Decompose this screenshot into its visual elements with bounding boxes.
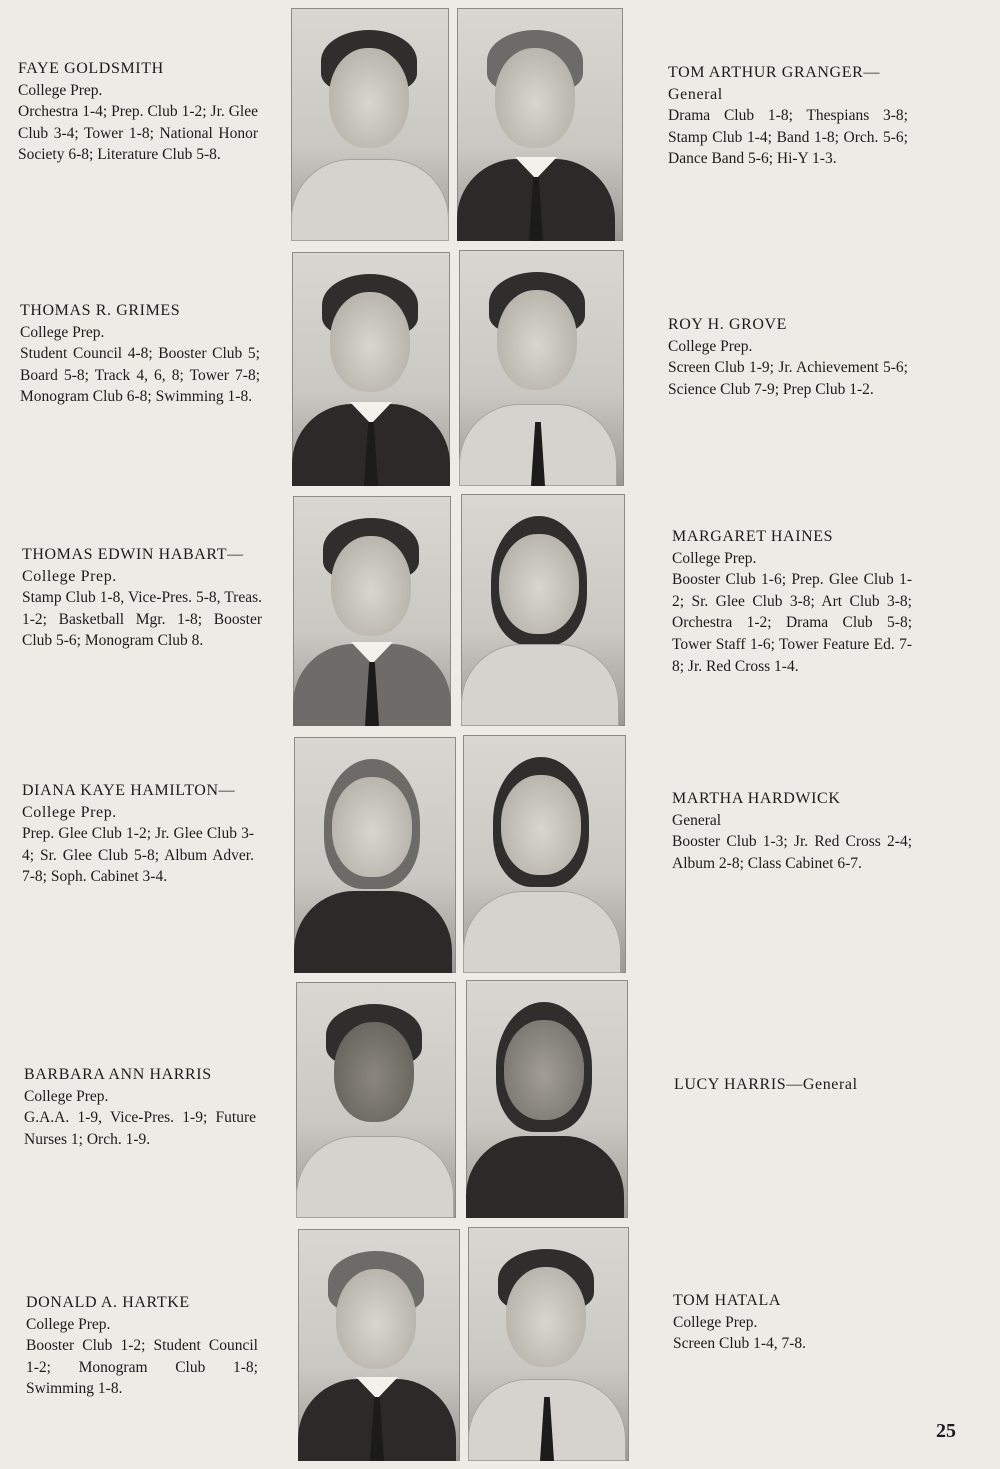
student-course: College Prep. [24, 1087, 109, 1105]
student-course: General [672, 811, 722, 829]
student-name: TOM ARTHUR GRANGER—General [668, 64, 880, 103]
student-photo [466, 980, 628, 1218]
student-name: TOM HATALA [673, 1292, 781, 1309]
student-name: ROY H. GROVE [668, 316, 788, 333]
photo-face [495, 48, 575, 148]
student-activities: Booster Club 1-3; Jr. Red Cross 2-4; Album 2-8; Class Cabinet 6-7. [672, 833, 912, 872]
page-number: 25 [936, 1420, 956, 1442]
student-photo [459, 250, 624, 486]
student-photo [296, 982, 456, 1218]
student-activities: G.A.A. 1-9, Vice-Pres. 1-9; Future Nurses 1; Orch. 1-9. [24, 1109, 256, 1148]
entry-faye-goldsmith [18, 58, 258, 166]
student-photo [293, 496, 451, 726]
photo-shoulders [466, 1136, 624, 1218]
student-course: College Prep. [672, 549, 757, 567]
photo-shoulders [296, 1136, 454, 1218]
entry-tom-arthur-granger [668, 62, 908, 170]
student-activities: Screen Club 1-9; Jr. Achievement 5-6; Science Club 7-9; Prep Club 1-2. [668, 359, 908, 398]
student-photo [468, 1227, 629, 1461]
student-activities: Prep. Glee Club 1-2; Jr. Glee Club 3-4; Sr. Glee Club 5-8; Album Adver. 7-8; Soph. Cabinet 3-4. [22, 825, 254, 886]
student-activities: Orchestra 1-4; Prep. Club 1-2; Jr. Glee Club 3-4; Tower 1-8; National Honor Society 6-8; Literature Club 5-8. [18, 103, 258, 164]
student-name: THOMAS R. GRIMES [20, 302, 181, 319]
photo-shoulders [463, 891, 621, 973]
student-photo [291, 8, 449, 241]
student-activities: Booster Club 1-6; Prep. Glee Club 1-2; Sr. Glee Club 3-8; Art Club 3-8; Orchestra 1-2; Drama Club 5-8; Tower Staff 1-6; Tower Feature Ed. 7-8; Jr. Red Cross 1-4. [672, 571, 912, 675]
student-course: College Prep. [20, 323, 105, 341]
photo-face [332, 777, 412, 877]
student-name: BARBARA ANN HARRIS [24, 1066, 212, 1083]
student-activities: Stamp Club 1-8, Vice-Pres. 5-8, Treas. 1-2; Basketball Mgr. 1-8; Booster Club 5-6; Monogram Club 8. [22, 589, 262, 650]
student-photo [298, 1229, 460, 1461]
student-name: DONALD A. HARTKE [26, 1294, 190, 1311]
student-photo [457, 8, 623, 241]
entry-donald-a-hartke [26, 1292, 258, 1400]
student-name: FAYE GOLDSMITH [18, 60, 164, 77]
student-name: THOMAS EDWIN HABART—College Prep. [22, 546, 244, 585]
student-photo [292, 252, 450, 486]
entry-roy-h-grove [668, 314, 908, 400]
entry-tom-hatala [673, 1290, 913, 1355]
student-activities: Drama Club 1-8; Thespians 3-8; Stamp Club 1-4; Band 1-8; Orch. 5-6; Dance Band 5-6; Hi-Y 1-3. [668, 107, 908, 168]
entry-margaret-haines [672, 526, 912, 677]
photo-face [499, 534, 579, 634]
student-activities: Student Council 4-8; Booster Club 5; Board 5-8; Track 4, 6, 8; Tower 7-8; Monogram Club 6-8; Swimming 1-8. [20, 345, 260, 406]
photo-shoulders [291, 159, 449, 241]
photo-face [334, 1022, 414, 1122]
student-name: LUCY HARRIS—General [674, 1076, 858, 1093]
photo-face [330, 292, 410, 392]
student-course: College Prep. [18, 81, 103, 99]
student-activities: Screen Club 1-4, 7-8. [673, 1335, 807, 1353]
student-photo [294, 737, 456, 973]
photo-face [329, 48, 409, 148]
student-name: MARGARET HAINES [672, 528, 834, 545]
student-name: MARTHA HARDWICK [672, 790, 841, 807]
entry-barbara-ann-harris [24, 1064, 256, 1150]
photo-face [504, 1020, 584, 1120]
entry-diana-kaye-hamilton [22, 780, 254, 888]
photo-face [506, 1267, 586, 1367]
student-course: College Prep. [668, 337, 753, 355]
student-course: College Prep. [26, 1315, 111, 1333]
photo-face [497, 290, 577, 390]
entry-thomas-r-grimes [20, 300, 260, 408]
photo-face [501, 775, 581, 875]
student-photo [461, 494, 625, 726]
photo-shoulders [461, 644, 619, 726]
photo-shoulders [294, 891, 452, 973]
photo-face [331, 536, 411, 636]
student-photo [463, 735, 626, 973]
entry-thomas-edwin-habart [22, 544, 262, 652]
entry-lucy-harris [674, 1074, 914, 1096]
entry-martha-hardwick [672, 788, 912, 874]
student-name: DIANA KAYE HAMILTON—College Prep. [22, 782, 236, 821]
photo-face [336, 1269, 416, 1369]
student-course: College Prep. [673, 1313, 758, 1331]
student-activities: Booster Club 1-2; Student Council 1-2; Monogram Club 1-8; Swimming 1-8. [26, 1337, 258, 1398]
